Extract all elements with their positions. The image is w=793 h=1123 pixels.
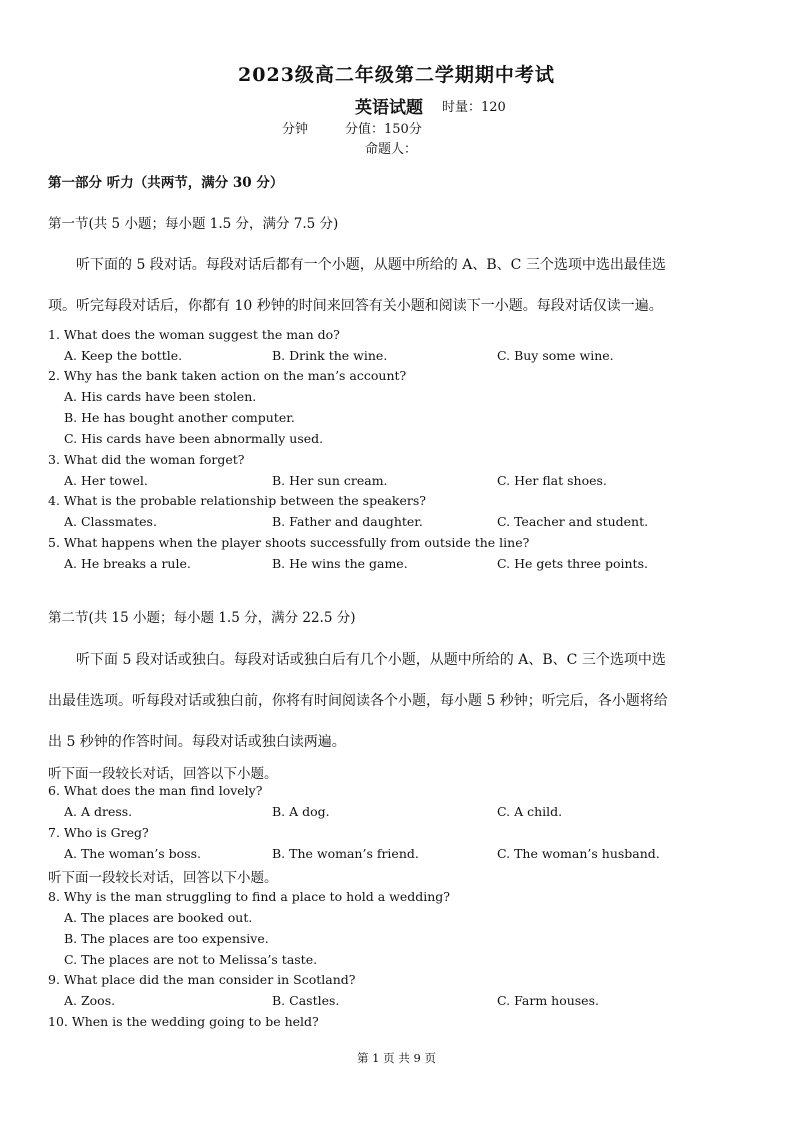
q1-option-b: B. Drink the wine.: [272, 348, 388, 363]
q9-option-a: A. Zoos.: [64, 993, 116, 1008]
question-7: 7. Who is Greg?: [48, 825, 149, 840]
q1-option-a: A. Keep the bottle.: [64, 348, 183, 363]
q1-option-c: C. Buy some wine.: [497, 348, 614, 363]
listen-long-dialog-1: 听下面一段较长对话，回答以下小题。: [48, 766, 278, 782]
author-info: 命题人：: [365, 142, 418, 157]
question-2: 2. Why has the bank taken action on the man’s account?: [48, 368, 407, 383]
time-unit: 分钟: [282, 122, 309, 137]
part1-heading: 第一部分 听力（共两节，满分 30 分）: [48, 175, 284, 191]
question-6: 6. What does the man find lovely?: [48, 783, 263, 798]
question-5: 5. What happens when the player shoots successfully from outside the line?: [48, 535, 530, 550]
q2-option-b: B. He has bought another computer.: [64, 410, 295, 425]
question-4: 4. What is the probable relationship between the speakers?: [48, 493, 426, 508]
q2-option-a: A. His cards have been stolen.: [64, 389, 257, 404]
q5-option-b: B. He wins the game.: [272, 556, 408, 571]
section2-instructions-line1: 听下面 5 段对话或独白。每段对话或独白后有几个小题，从题中所给的 A、B、C 三个选项中选: [76, 652, 666, 668]
score-info: 分值：150分: [345, 122, 422, 137]
q8-option-a: A. The places are booked out.: [64, 910, 253, 925]
section2-heading: 第二节(共 15 小题；每小题 1.5 分，满分 22.5 分): [48, 610, 356, 626]
q4-option-c: C. Teacher and student.: [497, 514, 649, 529]
q5-option-a: A. He breaks a rule.: [64, 556, 191, 571]
q3-option-b: B. Her sun cream.: [272, 473, 388, 488]
q7-option-a: A. The woman’s boss.: [64, 846, 202, 861]
section2-instructions-line2: 出最佳选项。听每段对话或独白前，你将有时间阅读各个小题，每小题 5 秒钟；听完后，各小题将给: [48, 693, 668, 709]
question-9: 9. What place did the man consider in Scotland?: [48, 972, 356, 987]
time-amount: 时量：120: [442, 100, 506, 115]
q5-option-c: C. He gets three points.: [497, 556, 648, 571]
q9-option-b: B. Castles.: [272, 993, 340, 1008]
question-3: 3. What did the woman forget?: [48, 452, 245, 467]
q7-option-c: C. The woman’s husband.: [497, 846, 660, 861]
q6-option-c: C. A child.: [497, 804, 563, 819]
q7-option-b: B. The woman’s friend.: [272, 846, 419, 861]
q3-option-c: C. Her flat shoes.: [497, 473, 607, 488]
section1-instructions-line1: 听下面的 5 段对话。每段对话后都有一个小题，从题中所给的 A、B、C 三个选项中选出最佳选: [76, 257, 666, 273]
section1-instructions-line2: 项。听完每段对话后，你都有 10 秒钟的时间来回答有关小题和阅读下一小题。每段对话仅读一遍。: [48, 298, 663, 314]
section1-heading: 第一节(共 5 小题；每小题 1.5 分，满分 7.5 分): [48, 216, 339, 232]
q8-option-b: B. The places are too expensive.: [64, 931, 269, 946]
exam-title: 2023级高二年级第二学期期中考试: [238, 64, 555, 86]
section2-instructions-line3: 出 5 秒钟的作答时间。每段对话或独白读两遍。: [48, 734, 346, 750]
q6-option-a: A. A dress.: [64, 804, 133, 819]
page-footer: 第 1 页 共 9 页: [357, 1051, 436, 1065]
question-8: 8. Why is the man struggling to find a place to hold a wedding?: [48, 889, 450, 904]
listen-long-dialog-2: 听下面一段较长对话，回答以下小题。: [48, 870, 278, 886]
q4-option-a: A. Classmates.: [64, 514, 157, 529]
q6-option-b: B. A dog.: [272, 804, 330, 819]
q2-option-c: C. His cards have been abnormally used.: [64, 431, 324, 446]
q3-option-a: A. Her towel.: [64, 473, 148, 488]
q9-option-c: C. Farm houses.: [497, 993, 599, 1008]
q8-option-c: C. The places are not to Melissa’s taste.: [64, 952, 318, 967]
q4-option-b: B. Father and daughter.: [272, 514, 423, 529]
subject-title: 英语试题: [355, 98, 423, 118]
question-10: 10. When is the wedding going to be held?: [48, 1014, 319, 1029]
question-1: 1. What does the woman suggest the man do?: [48, 327, 340, 342]
